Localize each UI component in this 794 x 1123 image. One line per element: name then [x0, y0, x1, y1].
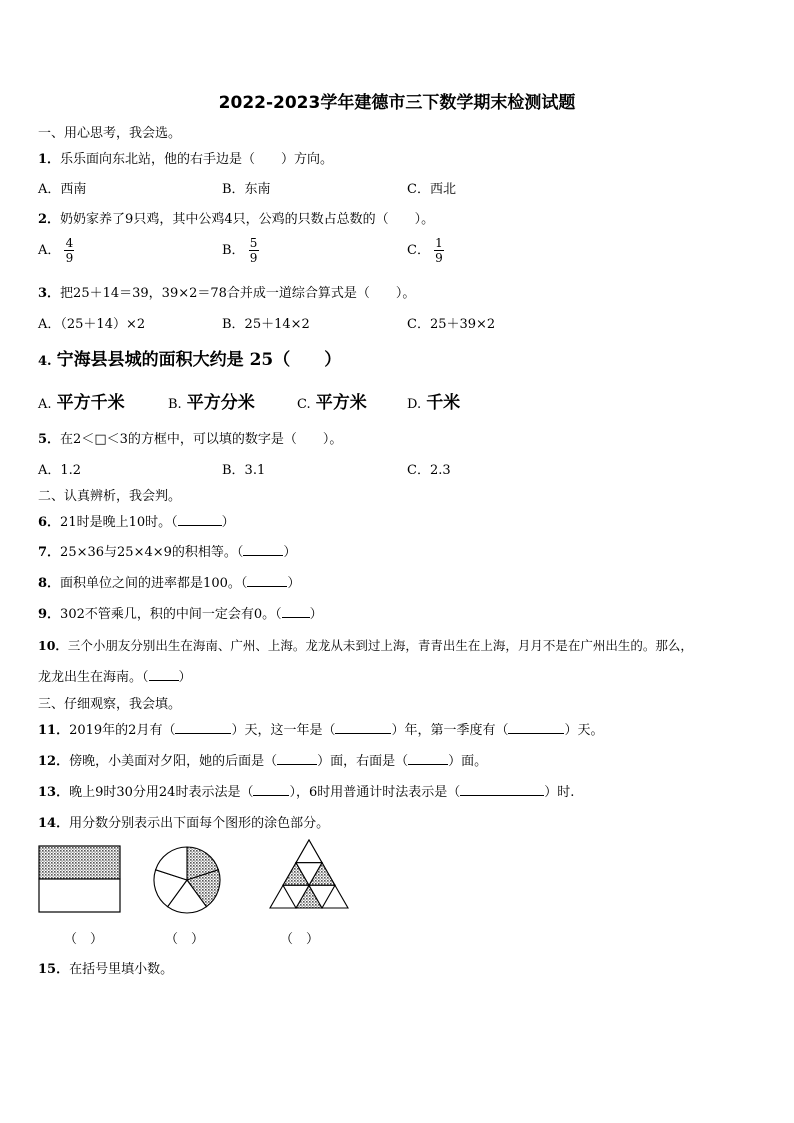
- q14-figures: [30, 838, 370, 918]
- text-part: 傍晚，小美面对夕阳，她的后面是（: [69, 754, 278, 769]
- section-3-heading: 三、仔细观察，我会填。: [38, 697, 182, 712]
- question-text: 用分数分别表示出下面每个图形的涂色部分。: [69, 816, 330, 831]
- q5-option-b: B．3.1: [222, 463, 266, 478]
- question-9: [38, 603, 323, 622]
- option-label: C．: [407, 243, 430, 258]
- question-number: 12．: [38, 754, 70, 769]
- answer-blank[interactable]: [149, 667, 179, 681]
- q4-option-a: [38, 388, 125, 413]
- question-10-line-1: [38, 636, 693, 654]
- question-text: 奶奶家养了9只鸡，其中公鸡4只，公鸡的只数占总数的（ ）。: [60, 212, 435, 227]
- option-label: B.: [168, 397, 182, 412]
- q3-option-b: B．25＋14×2: [222, 317, 310, 332]
- text-part: ）面。: [448, 754, 488, 769]
- q4-option-b: [168, 388, 255, 413]
- paren-close: ）: [178, 670, 192, 685]
- question-3: [38, 282, 415, 301]
- question-number: 7．: [38, 545, 61, 560]
- option-label: B．: [222, 243, 245, 258]
- q14-answer-1[interactable]: （ ）: [64, 932, 104, 947]
- q5-option-a: A．1.2: [38, 463, 82, 478]
- text-part: ）面，右面是（: [317, 754, 409, 769]
- answer-blank[interactable]: [408, 751, 448, 765]
- question-number: 15．: [38, 962, 70, 977]
- question-number: 1．: [38, 152, 61, 167]
- answer-blank[interactable]: [243, 542, 283, 556]
- answer-blank[interactable]: [508, 720, 564, 734]
- q14-answer-2[interactable]: （ ）: [165, 932, 205, 947]
- question-number: 3．: [38, 286, 61, 301]
- paren-close: ）: [309, 607, 323, 622]
- question-number: 2．: [38, 212, 61, 227]
- question-4: [38, 345, 341, 370]
- answer-blank[interactable]: [335, 720, 391, 734]
- half-shaded-rectangle: [39, 846, 120, 912]
- question-13: [38, 781, 574, 800]
- question-1: [38, 148, 333, 167]
- text-part: ）天。: [564, 723, 604, 738]
- question-number: 10．: [38, 638, 68, 653]
- answer-blank[interactable]: [277, 751, 317, 765]
- q3-option-c: C．25＋39×2: [407, 317, 496, 332]
- question-5: [38, 428, 342, 447]
- question-text: 在括号里填小数。: [69, 962, 174, 977]
- q1-option-a: A．西南: [38, 182, 87, 197]
- option-text: 千米: [426, 393, 461, 413]
- question-text: 25×36与25×4×9的积相等。（: [60, 545, 244, 560]
- question-text: 面积单位之间的进率都是100。（: [60, 576, 248, 591]
- paren-close: ）: [221, 515, 235, 530]
- question-number: 8．: [38, 576, 61, 591]
- section-2-heading: 二、认真辨析，我会判。: [38, 489, 182, 504]
- question-2: [38, 208, 434, 227]
- numerator: 1: [435, 236, 443, 250]
- text-part: ）年，第一季度有（: [391, 723, 509, 738]
- question-10-line-2: [38, 666, 192, 685]
- fifth-shaded-circle: [154, 847, 220, 913]
- question-number: 13．: [38, 785, 70, 800]
- answer-blank[interactable]: [247, 573, 287, 587]
- fraction: [64, 236, 74, 265]
- text-part: 2019年的2月有（: [69, 723, 176, 738]
- question-11: [38, 719, 604, 738]
- question-number: 5．: [38, 432, 61, 447]
- question-8: [38, 572, 300, 591]
- question-7: [38, 541, 296, 560]
- q2-option-c: [407, 236, 444, 265]
- triangle-grid: [270, 840, 348, 908]
- text-part: ），6时用普通计时法表示是（: [289, 785, 461, 800]
- q1-option-b: B．东南: [222, 182, 271, 197]
- paren-close: ）: [283, 545, 297, 560]
- q4-option-d: [407, 388, 460, 413]
- q2-option-b: [222, 236, 259, 265]
- question-text: 乐乐面向东北站，他的右手边是（ ）方向。: [60, 152, 334, 167]
- q1-option-c: C．西北: [407, 182, 456, 197]
- paren-close: ）: [287, 576, 301, 591]
- text-part: 晚上9时30分用24时表示法是（: [69, 785, 254, 800]
- question-text: 龙龙出生在海南。（: [38, 670, 149, 685]
- answer-blank[interactable]: [175, 720, 231, 734]
- question-14: [38, 812, 329, 831]
- text-part: ）天，这一年是（: [231, 723, 336, 738]
- answer-blank[interactable]: [282, 604, 310, 618]
- fraction: [249, 236, 259, 265]
- question-15: [38, 958, 173, 977]
- page-title: 2022-2023学年建德市三下数学期末检测试题: [218, 93, 576, 113]
- denominator: 9: [249, 251, 258, 265]
- answer-blank[interactable]: [178, 512, 222, 526]
- fraction: [434, 236, 444, 265]
- numerator: 5: [249, 236, 258, 250]
- q4-option-c: [297, 388, 367, 413]
- option-text: 平方分米: [186, 393, 255, 413]
- section-1-heading: 一、用心思考，我会选。: [38, 126, 182, 141]
- question-6: [38, 511, 235, 530]
- question-text: 302不管乘几，积的中间一定会有0。（: [60, 607, 282, 622]
- question-text: 把25＋14＝39，39×2＝78合并成一道综合算式是（ ）。: [60, 286, 416, 301]
- q14-answer-3[interactable]: （ ）: [280, 932, 320, 947]
- question-number: 9．: [38, 607, 61, 622]
- option-label: C.: [297, 397, 311, 412]
- question-text: 三个小朋友分别出生在海南、广州、上海。龙龙从未到过上海，青青出生在上海，月月不是在广州出生的。那么，: [67, 638, 693, 653]
- q2-option-a: [38, 236, 74, 265]
- answer-blank[interactable]: [460, 782, 544, 796]
- q5-option-c: C．2.3: [407, 463, 451, 478]
- option-label: D.: [407, 397, 422, 412]
- q3-option-a: A．（25＋14）×2: [38, 317, 146, 332]
- option-text: 平方千米: [56, 393, 125, 413]
- denominator: 9: [65, 251, 74, 265]
- question-number: 4.: [38, 354, 52, 369]
- option-text: 平方米: [315, 393, 367, 413]
- question-number: 6．: [38, 515, 61, 530]
- option-label: A．: [38, 243, 61, 258]
- question-text: 宁海县县城的面积大约是 25（ ）: [56, 350, 342, 370]
- question-text: 在2＜□＜3的方框中，可以填的数字是（ ）。: [60, 432, 343, 447]
- numerator: 4: [65, 236, 74, 250]
- question-number: 11．: [38, 723, 70, 738]
- denominator: 9: [435, 251, 443, 265]
- option-label: A.: [38, 397, 52, 412]
- question-text: 21时是晚上10时。（: [60, 515, 178, 530]
- question-12: [38, 750, 487, 769]
- question-number: 14．: [38, 816, 70, 831]
- answer-blank[interactable]: [253, 782, 289, 796]
- text-part: ）时.: [544, 785, 575, 800]
